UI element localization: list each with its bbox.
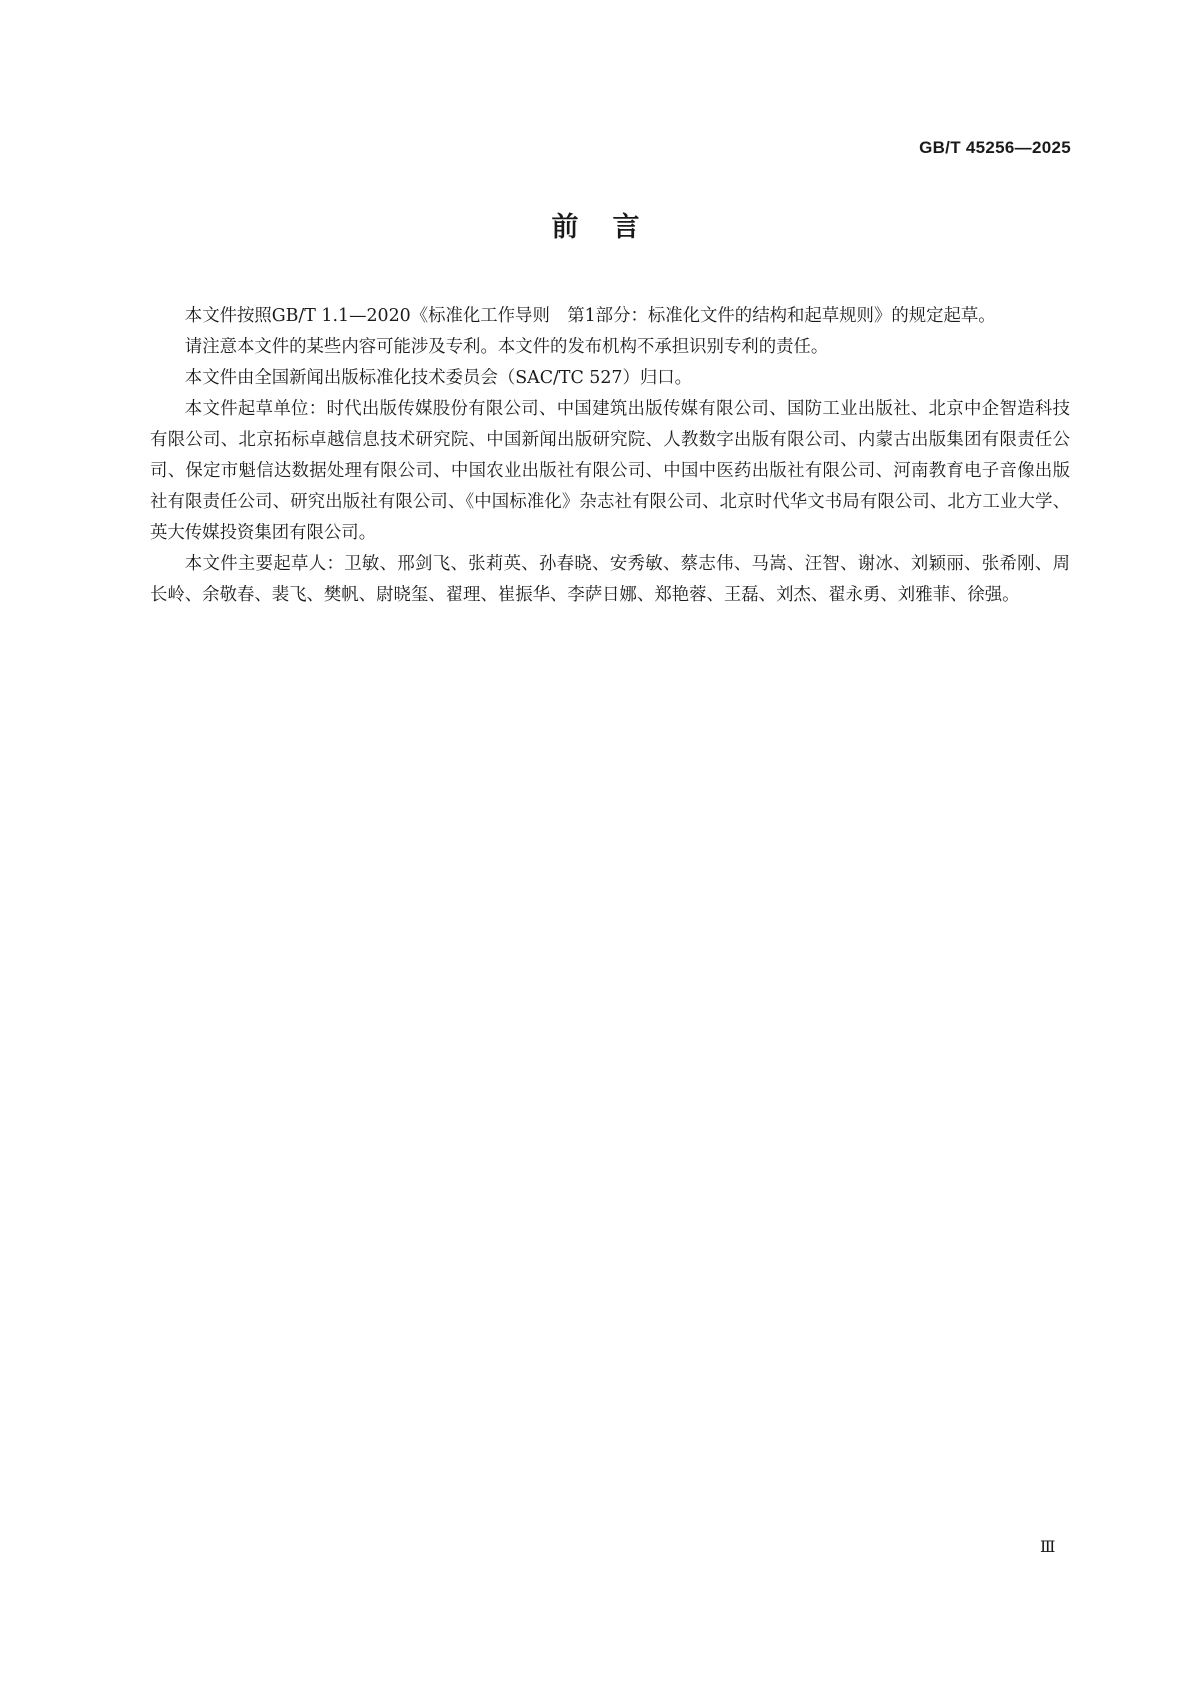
- page-title: 前言: [551, 212, 674, 243]
- paragraph-drafting-units: 本文件起草单位：时代出版传媒股份有限公司、中国建筑出版传媒有限公司、国防工业出版社、北京中企智造科技有限公司、北京拓标卓越信息技术研究院、中国新闻出版研究院、人教数字出版有限公司、内蒙古出版集团有限责任公司、保定市魁信达数据处理有限公司、中国农业出版社有限公司、中国中医药出版社有限公司、河南教育电子音像出版社有限责任公司、研究出版社有限公司、《中国标准化》杂志社有限公司、北京时代华文书局有限公司、北方工业大学、英大传媒投资集团有限公司。: [150, 399, 1070, 543]
- standard-code: GB/T 45256—2025: [919, 138, 1071, 157]
- page-number: Ⅲ: [1040, 1537, 1056, 1556]
- paragraph-drafting-rules: 本文件按照GB/T 1.1—2020《标准化工作导则 第1部分：标准化文件的结构和起草规则》的规定起草。: [184, 306, 996, 326]
- paragraph-patent-notice: 请注意本文件的某些内容可能涉及专利。本文件的发布机构不承担识别专利的责任。: [184, 337, 829, 357]
- foreword-body: [150, 301, 1070, 611]
- paragraph-main-drafters: 本文件主要起草人：卫敏、邢剑飞、张莉英、孙春晓、安秀敏、蔡志伟、马嵩、汪智、谢冰、刘颖丽、张希刚、周长岭、余敬春、裴飞、樊帆、尉晓玺、翟理、崔振华、李萨日娜、郑艳蓉、王磊、刘杰、翟永勇、刘雅菲、徐强。: [150, 554, 1070, 605]
- paragraph-responsible-committee: 本文件由全国新闻出版标准化技术委员会（SAC/TC 527）归口。: [184, 368, 693, 388]
